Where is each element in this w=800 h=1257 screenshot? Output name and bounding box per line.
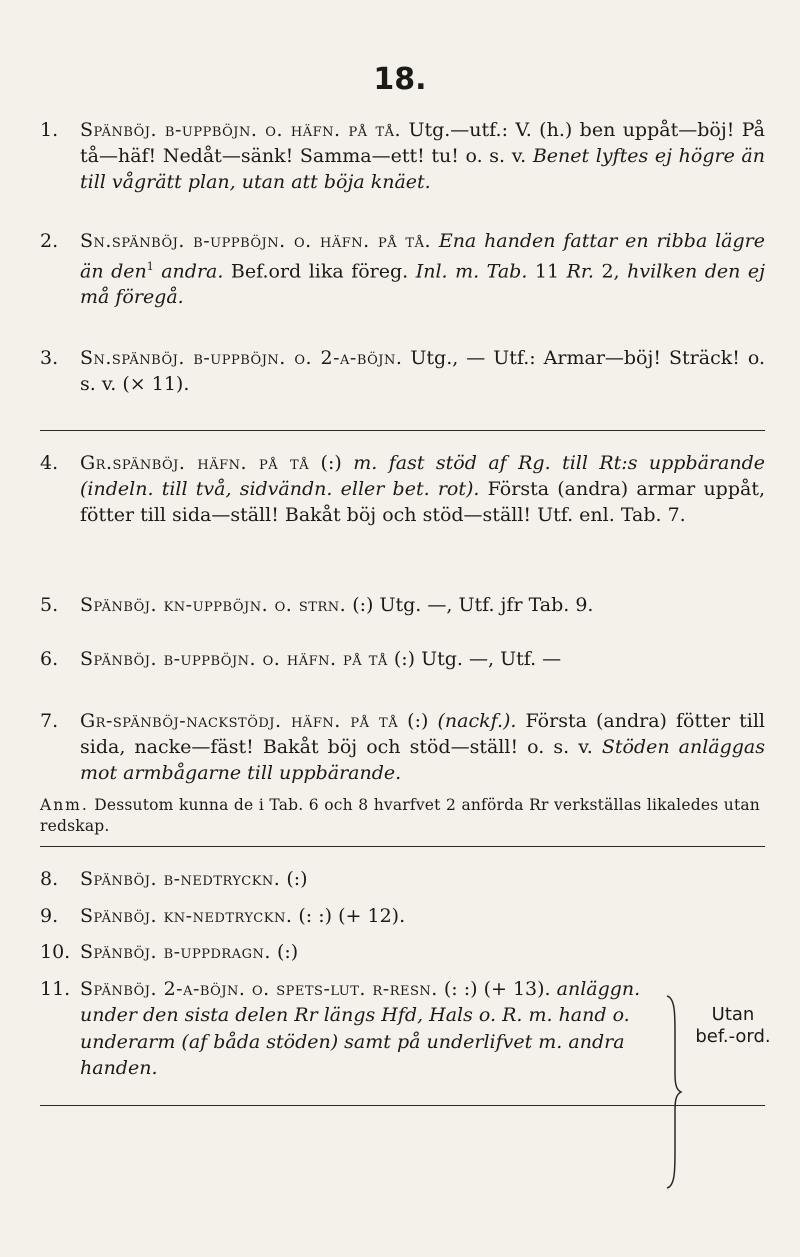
entry-heading: Spänböj. kn-uppböjn. o. strn.	[80, 594, 347, 616]
entry-italic: hvilken den ej må föregå.	[80, 260, 766, 309]
entry-text: 11	[527, 260, 567, 283]
entry-text: (:)	[309, 452, 354, 474]
entry-heading: Spänböj. b-uppböjn. o. häfn. på tå	[80, 648, 388, 670]
entry-number: 8.	[40, 868, 59, 890]
entry-heading: Spänböj. b-uppböjn. o. häfn. på tå.	[80, 119, 402, 141]
entry-number: 5.	[40, 594, 59, 616]
exercise-entry-7	[40, 708, 765, 786]
section-divider	[40, 1105, 765, 1106]
entry-body	[80, 866, 660, 893]
entry-heading: Spänböj. kn-nedtryckn.	[80, 904, 293, 927]
entry-italic: Rr.	[566, 260, 594, 283]
entry-text: Första (andra) fötter till sida, nacke—fäst! Bakåt böj och stöd—ställ! o. s. v.	[80, 710, 766, 758]
entry-text: Första (andra) armar uppåt, fötter till sida—ställ! Bakåt böj och stöd—ställ! Utf. enl. Tab. 7.	[80, 478, 766, 526]
entry-heading: Spänböj. b-nedtryckn.	[80, 868, 281, 890]
exercise-group	[40, 866, 771, 1082]
entry-italic: andra.	[153, 260, 224, 283]
entry-body	[80, 117, 765, 195]
entry-number: 7.	[40, 710, 59, 732]
entry-body	[80, 228, 765, 310]
entry-italic: anläggn. under den sista delen Rr längs Hfd, Hals o. R. m. hand o. underarm (af båda stöden) samt på underlifvet m. andra handen.	[80, 977, 641, 1079]
group-item-9	[40, 903, 765, 930]
entry-heading: Spänböj. b-uppdragn.	[80, 941, 271, 963]
entry-heading: Spänböj. 2-a-böjn. o. spets-lut. r-resn.	[80, 977, 438, 1000]
entry-italic: (nackf.).	[437, 710, 517, 732]
entry-body	[80, 345, 765, 397]
group-item-10	[40, 939, 765, 966]
entry-body	[80, 450, 765, 528]
group-item-11	[40, 976, 765, 1082]
entry-body	[80, 976, 660, 1082]
entry-number: 1.	[40, 119, 59, 141]
exercise-entry-1	[40, 117, 765, 195]
exercise-entry-5	[40, 592, 765, 618]
entry-body	[80, 708, 765, 786]
entry-heading: Gr-spänböj-nackstödj. häfn. på tå	[80, 710, 399, 732]
entry-number: 10.	[40, 941, 71, 963]
entry-body	[80, 903, 660, 930]
entry-italic: m. fast stöd af Rg. till Rt:s uppbärande (indeln. till två, sidvändn. eller bet. rot).	[80, 452, 766, 500]
exercise-entry-4	[40, 450, 765, 528]
note-text: Dessutom kunna de i Tab. 6 och 8 hvarfvet 2 anförda Rr verkställas likaledes utan redskap.	[40, 796, 760, 835]
entry-number: 4.	[40, 452, 59, 474]
entry-text: (: :) (+ 13).	[437, 977, 557, 1000]
entry-text: (:)	[270, 941, 299, 963]
entry-text: (:) Utg. —, Utf. —	[387, 648, 562, 670]
entry-number: 9.	[40, 904, 59, 927]
entry-text: (:)	[280, 868, 308, 890]
entry-text: 2,	[593, 260, 628, 283]
entry-text: Utg., — Utf.: Armar—böj! Sträck! o. s. v. (× 11).	[80, 347, 765, 395]
right-brace-icon	[665, 994, 683, 1190]
entry-text: (:)	[398, 710, 438, 732]
entry-body	[80, 592, 765, 618]
exercise-entry-3	[40, 345, 765, 397]
note-label: Anm.	[40, 796, 89, 814]
entry-body	[80, 939, 660, 966]
entry-heading: Gr.spänböj. häfn. på tå	[80, 452, 310, 474]
section-divider	[40, 846, 765, 847]
entry-number: 11.	[40, 977, 71, 1000]
entry-number: 3.	[40, 347, 59, 369]
side-label-line: bef.-ord.	[695, 1026, 771, 1047]
exercise-entry-2	[40, 228, 765, 310]
side-label-line: Utan	[711, 1004, 755, 1025]
entry-heading: Sn.spänböj. b-uppböjn. o. 2-a-böjn.	[80, 347, 403, 369]
page-number: 18.	[373, 62, 427, 97]
entry-heading: Sn.spänböj. b-uppböjn. o. häfn. på tå.	[80, 230, 432, 252]
footnote	[40, 795, 760, 837]
exercise-entry-6	[40, 646, 765, 672]
entry-italic: Benet lyftes ej högre än till vågrätt plan, utan att böja knäet.	[80, 145, 765, 193]
entry-body	[80, 646, 765, 672]
section-divider	[40, 430, 765, 431]
entry-italic: Ena handen fattar en ribba lägre än den	[80, 230, 765, 283]
entry-superscript: 1	[146, 260, 154, 273]
entry-text: Bef.ord lika föreg.	[223, 260, 416, 283]
group-item-8	[40, 866, 765, 893]
entry-italic: Stöden anläggas mot armbågarne till uppbärande.	[80, 736, 766, 784]
side-label	[688, 1004, 778, 1048]
entry-italic: Inl. m. Tab.	[415, 260, 528, 283]
entry-text: (: :) (+ 12).	[292, 904, 406, 927]
entry-text: (:) Utg. —, Utf. jfr Tab. 9.	[346, 594, 594, 616]
entry-text: Utg.—utf.: V. (h.) ben uppåt—böj! På tå—häf! Nedåt—sänk! Samma—ett! tu! o. s. v.	[80, 119, 765, 167]
entry-number: 2.	[40, 230, 59, 252]
entry-number: 6.	[40, 648, 59, 670]
